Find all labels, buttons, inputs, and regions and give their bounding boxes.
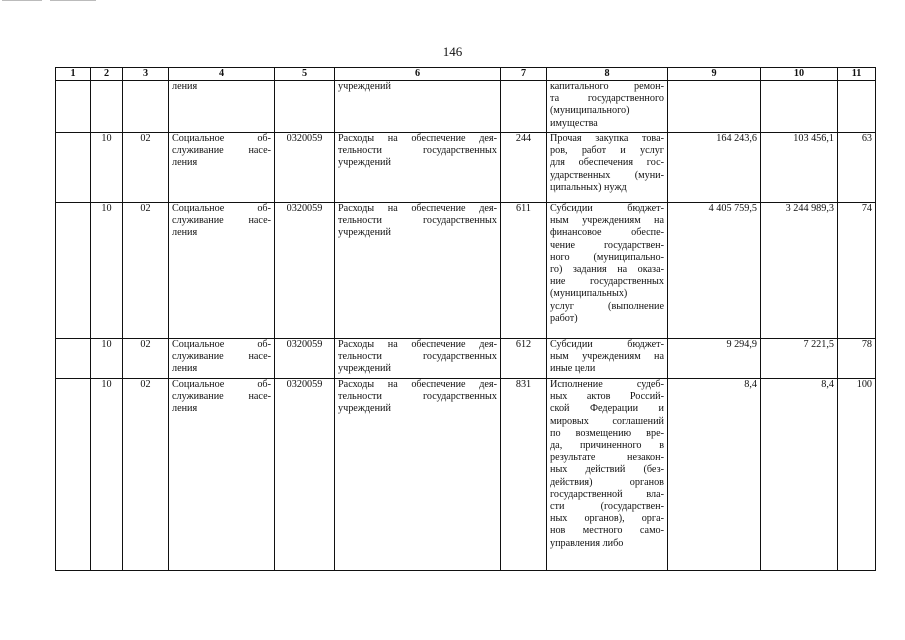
- cell-col10: [761, 81, 838, 133]
- cell-text-line: учреждений: [338, 363, 391, 375]
- table-row: [56, 81, 876, 133]
- cell-col3: [123, 81, 169, 133]
- cell-text-line: услуг (выполнение: [550, 300, 664, 312]
- cell-text-line: учреждений: [338, 227, 391, 239]
- column-number-row: [56, 68, 876, 81]
- table-row: [56, 203, 876, 339]
- cell-col1: [56, 133, 91, 203]
- cell-col5: [275, 81, 335, 133]
- cell-text-line: нов местного само-: [550, 525, 664, 537]
- cell-text-line: служивание насе-: [172, 215, 271, 227]
- cell-text-line: ления: [172, 157, 198, 169]
- cell-col2: [91, 81, 123, 133]
- cell-col6: [335, 379, 501, 571]
- cell-text-line: тельности государственных: [338, 351, 497, 363]
- cell-text-line: ным учреждениям на: [550, 351, 664, 363]
- cell-text-line: ления: [172, 363, 198, 375]
- cell-col2: 10: [91, 203, 123, 339]
- cell-text-line: тельности государственных: [338, 391, 497, 403]
- cell-col3: 02: [123, 379, 169, 571]
- cell-col7: 611: [501, 203, 547, 339]
- cell-text-line: для обеспечения гос-: [550, 157, 664, 169]
- cell-col10: 7 221,5: [761, 339, 838, 379]
- cell-text-line: Социальное об-: [172, 339, 271, 350]
- cell-text-line: Исполнение судеб-: [550, 379, 664, 390]
- cell-text-line: Расходы на обеспечение дея-: [338, 379, 497, 390]
- cell-col8: [547, 339, 668, 379]
- cell-col7: [501, 81, 547, 133]
- cell-col8: [547, 203, 668, 339]
- cell-text-line: ных органов), орга-: [550, 513, 664, 525]
- cell-text-line: служивание насе-: [172, 391, 271, 403]
- column-header-5: 5: [275, 68, 335, 81]
- cell-text-line: (муниципальных): [550, 288, 628, 300]
- cell-text-line: Расходы на обеспечение дея-: [338, 339, 497, 350]
- page-number: 146: [442, 44, 463, 59]
- cell-col9: 164 243,6: [668, 133, 761, 203]
- cell-text-line: служивание насе-: [172, 145, 271, 157]
- cell-col4: [169, 203, 275, 339]
- cell-text-line: чение государствен-: [550, 239, 664, 251]
- cell-text-line: Социальное об-: [172, 203, 271, 214]
- cell-col5: 0320059: [275, 379, 335, 571]
- table-body: [56, 81, 876, 571]
- cell-text-line: работ): [550, 312, 578, 324]
- table-row: [56, 133, 876, 203]
- budget-table: [55, 67, 876, 571]
- cell-col11: 74: [838, 203, 876, 339]
- column-header-2: 2: [91, 68, 123, 81]
- cell-text-line: капитального ремон-: [550, 81, 664, 92]
- cell-col5: 0320059: [275, 339, 335, 379]
- column-header-6: 6: [335, 68, 501, 81]
- table-row: [56, 379, 876, 571]
- cell-col4: [169, 379, 275, 571]
- cell-text-line: ного (муниципально-: [550, 251, 664, 263]
- cell-col6: [335, 203, 501, 339]
- cell-text-line: действия) органов: [550, 476, 664, 488]
- cell-text-line: Социальное об-: [172, 133, 271, 144]
- cell-col10: 103 456,1: [761, 133, 838, 203]
- column-header-10: 10: [761, 68, 838, 81]
- cell-col11: [838, 81, 876, 133]
- cell-text-line: ных актов Россий-: [550, 391, 664, 403]
- cell-col8: [547, 81, 668, 133]
- cell-col11: 63: [838, 133, 876, 203]
- cell-text-line: ным учреждениям на: [550, 215, 664, 227]
- cell-col4: [169, 339, 275, 379]
- cell-text-line: имущества: [550, 117, 598, 129]
- cell-text-line: ской Федерации и: [550, 403, 664, 415]
- cell-text-line: ления: [172, 81, 198, 92]
- cell-col1: [56, 339, 91, 379]
- cell-col9: 8,4: [668, 379, 761, 571]
- cell-col7: 244: [501, 133, 547, 203]
- cell-text-line: ления: [172, 227, 198, 239]
- cell-text-line: ных действий (без-: [550, 464, 664, 476]
- cell-col2: 10: [91, 379, 123, 571]
- column-header-1: 1: [56, 68, 91, 81]
- cell-text-line: Субсидии бюджет-: [550, 339, 664, 350]
- column-header-4: 4: [169, 68, 275, 81]
- cell-text-line: да, причиненного в: [550, 440, 664, 452]
- cell-col5: 0320059: [275, 133, 335, 203]
- cell-col3: 02: [123, 339, 169, 379]
- cell-col9: [668, 81, 761, 133]
- scan-edge-marks: [2, 0, 122, 3]
- cell-text-line: Расходы на обеспечение дея-: [338, 203, 497, 214]
- cell-col11: 100: [838, 379, 876, 571]
- cell-text-line: тельности государственных: [338, 145, 497, 157]
- cell-text-line: сти (государствен-: [550, 501, 664, 513]
- cell-col5: 0320059: [275, 203, 335, 339]
- cell-text-line: тельности государственных: [338, 215, 497, 227]
- cell-text-line: учреждений: [338, 403, 391, 415]
- cell-text-line: Расходы на обеспечение дея-: [338, 133, 497, 144]
- cell-text-line: (муниципального): [550, 105, 630, 117]
- cell-col8: [547, 379, 668, 571]
- cell-text-line: иные цели: [550, 363, 596, 375]
- cell-text-line: мировых соглашений: [550, 415, 664, 427]
- cell-col3: 02: [123, 203, 169, 339]
- table-row: [56, 339, 876, 379]
- cell-text-line: по возмещению вре-: [550, 427, 664, 439]
- cell-col7: 612: [501, 339, 547, 379]
- cell-col2: 10: [91, 133, 123, 203]
- cell-text-line: финансовое обеспе-: [550, 227, 664, 239]
- cell-col6: [335, 81, 501, 133]
- cell-text-line: учреждений: [338, 81, 391, 92]
- cell-col4: [169, 81, 275, 133]
- cell-col9: 4 405 759,5: [668, 203, 761, 339]
- column-header-3: 3: [123, 68, 169, 81]
- cell-text-line: результате незакон-: [550, 452, 664, 464]
- cell-col1: [56, 203, 91, 339]
- cell-text-line: Субсидии бюджет-: [550, 203, 664, 214]
- column-header-7: 7: [501, 68, 547, 81]
- cell-text-line: государственной вла-: [550, 488, 664, 500]
- cell-text-line: ударственных (муни-: [550, 169, 664, 181]
- cell-text-line: го) задания на оказа-: [550, 264, 664, 276]
- cell-col11: 78: [838, 339, 876, 379]
- cell-col4: [169, 133, 275, 203]
- column-header-9: 9: [668, 68, 761, 81]
- cell-text-line: Прочая закупка това-: [550, 133, 664, 144]
- cell-text-line: служивание насе-: [172, 351, 271, 363]
- cell-text-line: ров, работ и услуг: [550, 145, 664, 157]
- cell-col1: [56, 81, 91, 133]
- cell-text-line: ние государственных: [550, 276, 664, 288]
- cell-col2: 10: [91, 339, 123, 379]
- cell-col3: 02: [123, 133, 169, 203]
- cell-text-line: та государственного: [550, 93, 664, 105]
- cell-text-line: ципальных) нужд: [550, 181, 627, 193]
- column-header-11: 11: [838, 68, 876, 81]
- cell-col1: [56, 379, 91, 571]
- cell-text-line: управления либо: [550, 537, 624, 549]
- cell-text-line: ления: [172, 403, 198, 415]
- cell-text-line: Социальное об-: [172, 379, 271, 390]
- cell-col8: [547, 133, 668, 203]
- cell-col6: [335, 133, 501, 203]
- cell-col6: [335, 339, 501, 379]
- cell-text-line: учреждений: [338, 157, 391, 169]
- cell-col9: 9 294,9: [668, 339, 761, 379]
- column-header-8: 8: [547, 68, 668, 81]
- cell-col10: 8,4: [761, 379, 838, 571]
- cell-col10: 3 244 989,3: [761, 203, 838, 339]
- cell-col7: 831: [501, 379, 547, 571]
